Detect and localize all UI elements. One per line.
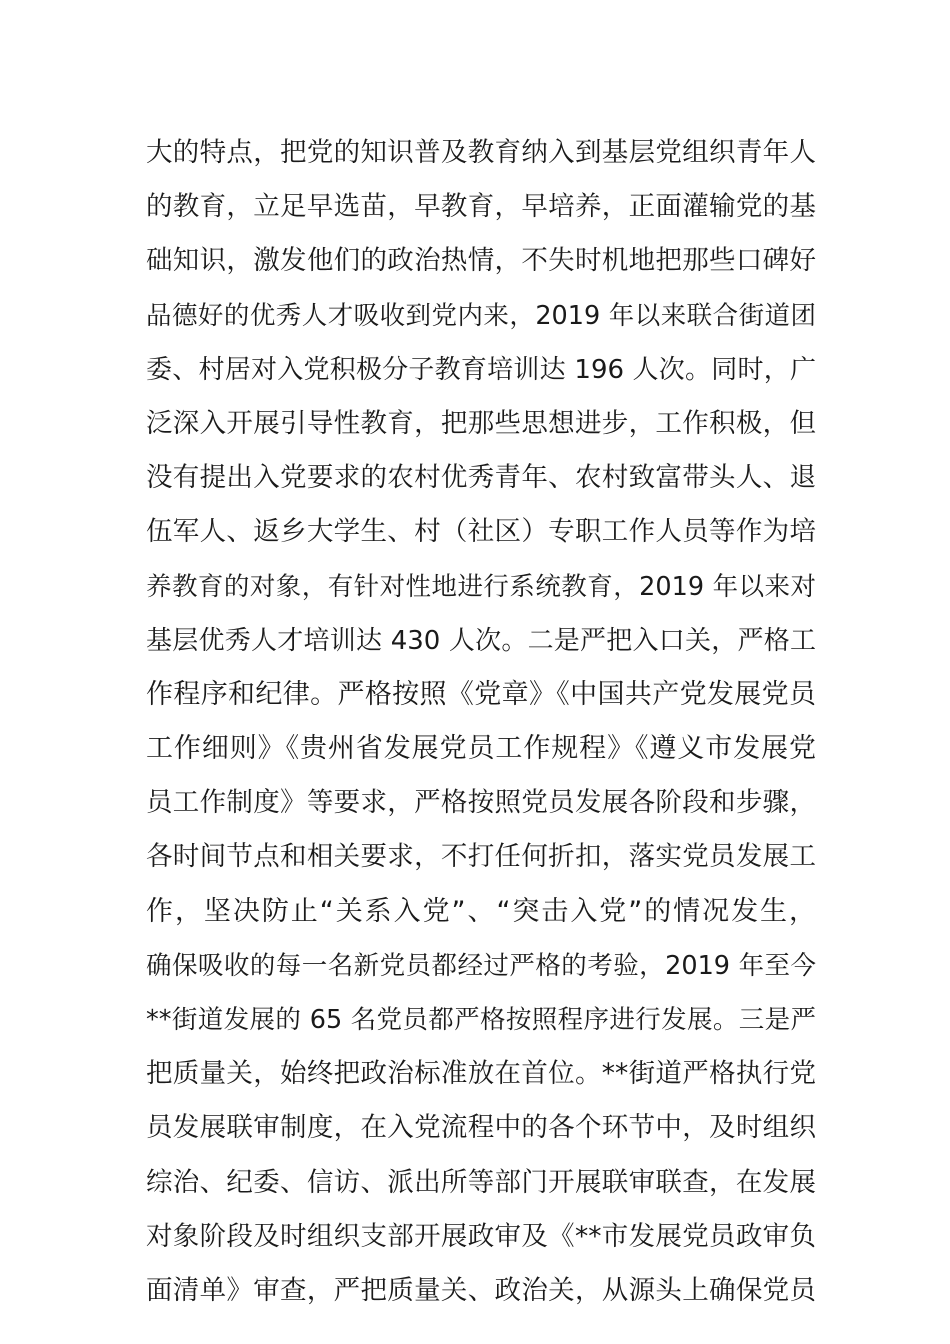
text-line: 大的特点，把党的知识普及教育纳入到基层党组织青年人 xyxy=(146,137,816,168)
text-line: 各时间节点和相关要求，不打任何折扣，落实党员发展工 xyxy=(146,841,816,873)
text-line: 品德好的优秀人才吸收到党内来，2019 年以来联合街道团 xyxy=(146,300,816,331)
text-line: 对象阶段及时组织支部开展政审及《**市发展党员政审负 xyxy=(146,1220,816,1252)
text-line: 基层优秀人才培训达 430 人次。二是严把入口关，严格工 xyxy=(146,625,816,656)
text-line: 础知识，激发他们的政治热情，不失时机地把那些口碑好 xyxy=(146,245,816,277)
text-line: 泛深入开展引导性教育，把那些思想进步，工作积极，但 xyxy=(146,407,816,439)
text-line: 没有提出入党要求的农村优秀青年、农村致富带头人、退 xyxy=(146,462,816,494)
text-line: 委、村居对入党积极分子教育培训达 196 人次。同时，广 xyxy=(146,354,816,385)
text-line: 综治、纪委、信访、派出所等部门开展联审联查，在发展 xyxy=(146,1166,816,1198)
text-line: 工作细则》《贵州省发展党员工作规程》《遵义市发展党 xyxy=(146,733,816,765)
body-paragraph xyxy=(146,126,816,1318)
text-line: 伍军人、返乡大学生、村（社区）专职工作人员等作为培 xyxy=(146,516,816,548)
text-line: 确保吸收的每一名新党员都经过严格的考验，2019 年至今 xyxy=(146,950,816,981)
text-line: 员发展联审制度，在入党流程中的各个环节中，及时组织 xyxy=(146,1112,816,1144)
text-line: 面清单》审查，严把质量关、政治关，从源头上确保党员 xyxy=(146,1274,816,1306)
text-line: 员工作制度》等要求，严格按照党员发展各阶段和步骤， xyxy=(146,787,816,819)
text-line: 作，坚决防止“关系入党”、“突击入党”的情况发生， xyxy=(146,895,816,927)
text-line: 养教育的对象，有针对性地进行系统教育，2019 年以来对 xyxy=(146,571,816,602)
text-line: 作程序和纪律。严格按照《党章》《中国共产党发展党员 xyxy=(146,678,816,710)
text-line: **街道发展的 65 名党员都严格按照程序进行发展。三是严 xyxy=(146,1005,816,1035)
text-line: 把质量关，始终把政治标准放在首位。**街道严格执行党 xyxy=(146,1058,816,1090)
text-line: 的教育，立足早选苗，早教育，早培养，正面灌输党的基 xyxy=(146,191,816,223)
